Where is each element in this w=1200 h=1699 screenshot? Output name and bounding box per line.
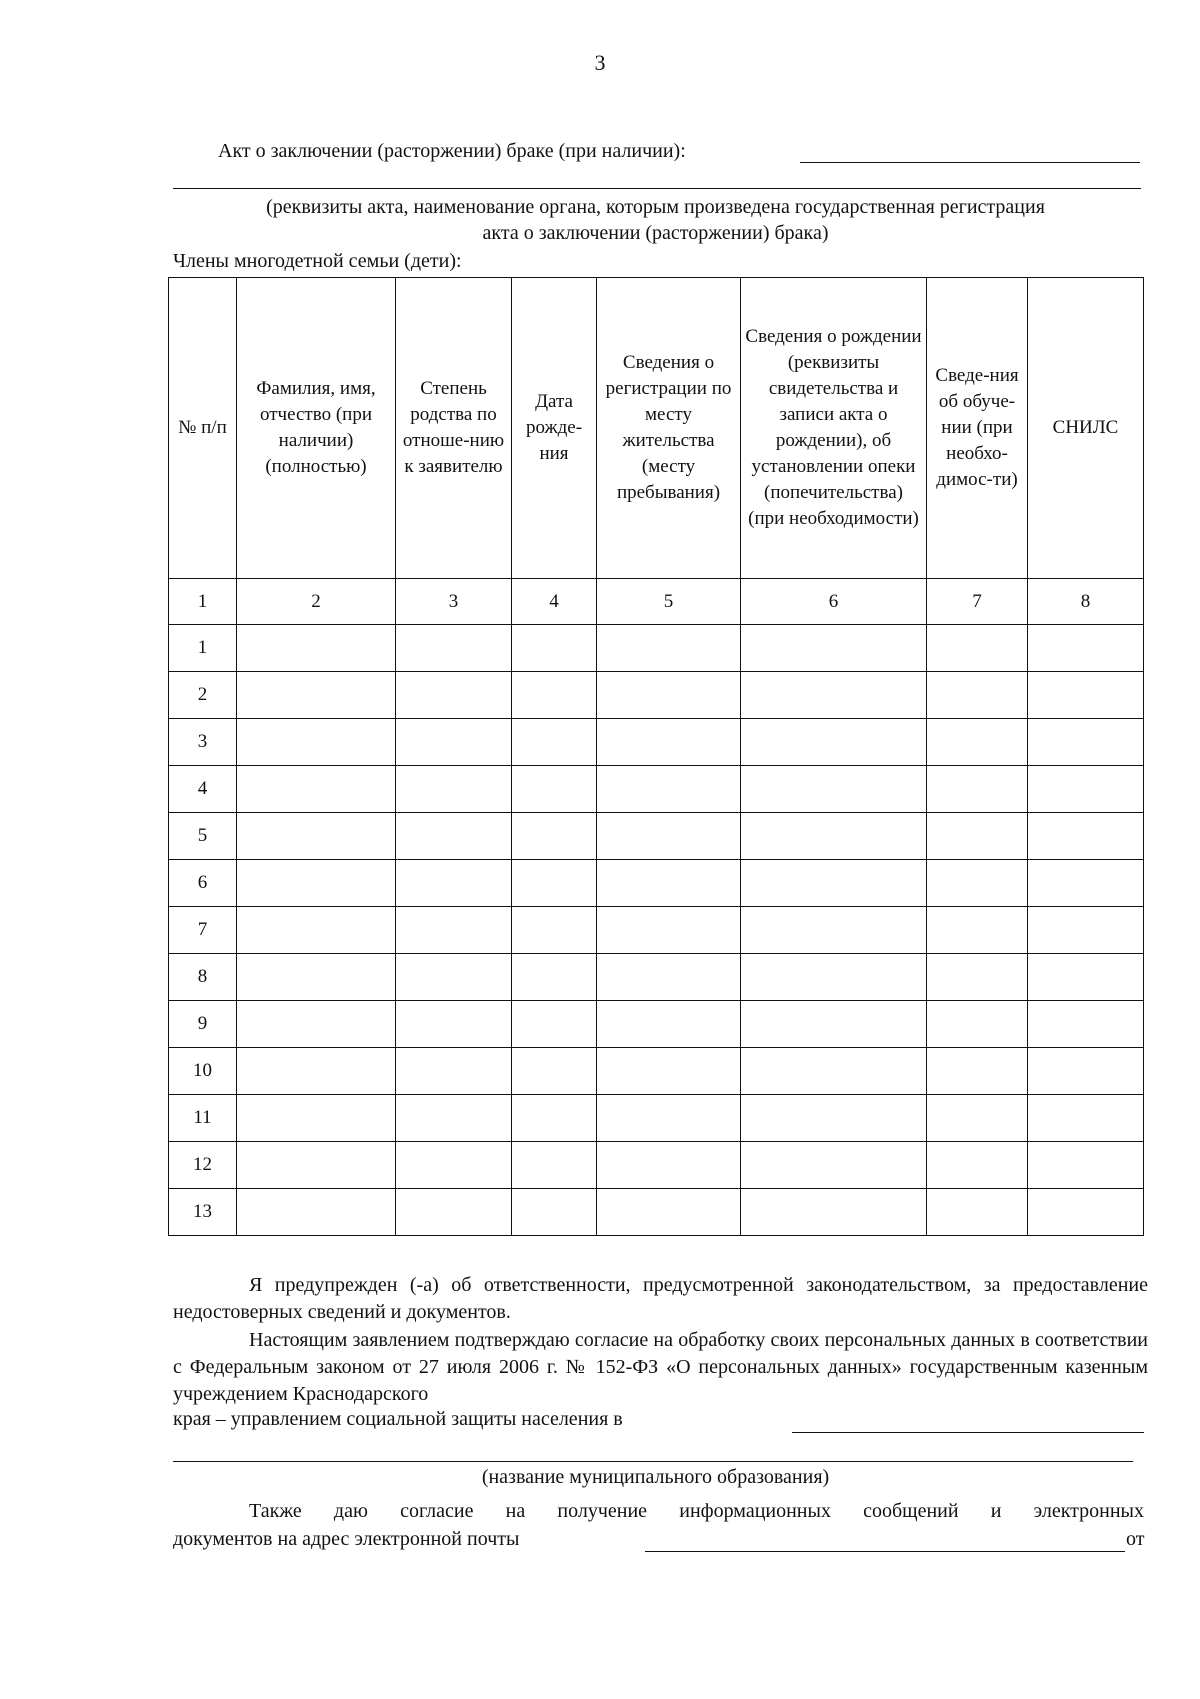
child-cell[interactable] [512, 672, 597, 719]
child-cell[interactable] [512, 1142, 597, 1189]
child-cell[interactable] [741, 954, 927, 1001]
child-cell[interactable] [741, 1095, 927, 1142]
child-cell[interactable] [1028, 813, 1144, 860]
child-cell[interactable] [741, 672, 927, 719]
child-cell[interactable] [927, 1001, 1028, 1048]
marriage-act-hint-line1: (реквизиты акта, наименование органа, которым произведена государственная регистрация [266, 196, 1045, 218]
child-cell[interactable] [1028, 1095, 1144, 1142]
child-cell[interactable] [237, 766, 396, 813]
child-cell[interactable] [237, 719, 396, 766]
row-number: 10 [169, 1048, 237, 1095]
child-cell[interactable] [597, 954, 741, 1001]
child-row [169, 954, 1144, 1001]
consent-line3: «О персональных данных» государственным казенным учреждением Краснодарского [173, 1356, 1149, 1405]
header-birth-info: Сведения о рождении (реквизиты свидетельства и записи акта о рождении), об установлении опеки (попечительства) (при необходимости) [741, 278, 927, 579]
municipality-hint: (название муниципального образования) [481, 1466, 830, 1488]
child-row [169, 1001, 1144, 1048]
child-cell[interactable] [512, 860, 597, 907]
child-row [169, 860, 1144, 907]
responsibility-warning [173, 1272, 1148, 1326]
child-cell[interactable] [597, 672, 741, 719]
child-cell[interactable] [741, 1142, 927, 1189]
child-cell[interactable] [512, 1189, 597, 1236]
child-cell[interactable] [396, 1189, 512, 1236]
child-cell[interactable] [741, 625, 927, 672]
child-cell[interactable] [597, 860, 741, 907]
child-cell[interactable] [597, 766, 741, 813]
municipality-field-line2[interactable] [173, 1461, 1133, 1462]
child-cell[interactable] [1028, 954, 1144, 1001]
child-cell[interactable] [1028, 719, 1144, 766]
child-cell[interactable] [741, 719, 927, 766]
child-cell[interactable] [927, 813, 1028, 860]
child-cell[interactable] [1028, 1001, 1144, 1048]
child-cell[interactable] [396, 954, 512, 1001]
child-cell[interactable] [396, 1095, 512, 1142]
child-row [169, 672, 1144, 719]
child-cell[interactable] [396, 813, 512, 860]
column-number: 8 [1028, 579, 1144, 625]
child-row [169, 1048, 1144, 1095]
row-number: 4 [169, 766, 237, 813]
child-cell[interactable] [741, 766, 927, 813]
child-cell[interactable] [597, 1189, 741, 1236]
child-cell[interactable] [741, 1001, 927, 1048]
child-cell[interactable] [741, 907, 927, 954]
child-cell[interactable] [512, 954, 597, 1001]
child-cell[interactable] [597, 625, 741, 672]
child-cell[interactable] [512, 1095, 597, 1142]
row-number: 5 [169, 813, 237, 860]
child-cell[interactable] [927, 907, 1028, 954]
child-cell[interactable] [597, 1142, 741, 1189]
row-number: 3 [169, 719, 237, 766]
child-row [169, 1142, 1144, 1189]
row-number: 2 [169, 672, 237, 719]
child-cell[interactable] [597, 1095, 741, 1142]
child-cell[interactable] [597, 1001, 741, 1048]
municipality-field[interactable] [792, 1432, 1144, 1433]
table-header-row [169, 278, 1144, 579]
header-full-name: Фамилия, имя, отчество (при наличии) (полностью) [237, 278, 396, 579]
row-number: 8 [169, 954, 237, 1001]
child-cell[interactable] [1028, 766, 1144, 813]
child-cell[interactable] [237, 1189, 396, 1236]
header-snils: СНИЛС [1028, 278, 1144, 579]
marriage-act-label: Акт о заключении (расторжении) браке (при наличии): [218, 140, 686, 162]
child-cell[interactable] [512, 1048, 597, 1095]
child-cell[interactable] [237, 1001, 396, 1048]
consent-line4: края – управлением социальной защиты населения в [173, 1408, 623, 1430]
child-cell[interactable] [396, 625, 512, 672]
consent-line2: данных в соответствии с Федеральным законом от 27 июля 2006 г. № 152-ФЗ [173, 1329, 1149, 1378]
child-cell[interactable] [927, 672, 1028, 719]
child-cell[interactable] [597, 1048, 741, 1095]
child-cell[interactable] [396, 672, 512, 719]
children-title: Члены многодетной семьи (дети): [173, 250, 462, 272]
child-cell[interactable] [512, 625, 597, 672]
column-number: 7 [927, 579, 1028, 625]
column-number: 1 [169, 579, 237, 625]
row-number: 7 [169, 907, 237, 954]
child-cell[interactable] [1028, 672, 1144, 719]
warning-line2: предоставление недостоверных сведений и документов. [173, 1274, 1149, 1323]
child-cell[interactable] [927, 1048, 1028, 1095]
row-number: 9 [169, 1001, 237, 1048]
child-cell[interactable] [927, 719, 1028, 766]
child-cell[interactable] [237, 625, 396, 672]
child-row [169, 1189, 1144, 1236]
child-cell[interactable] [512, 813, 597, 860]
email-consent-tail: от [1126, 1528, 1145, 1550]
child-cell[interactable] [396, 766, 512, 813]
child-cell[interactable] [396, 1048, 512, 1095]
child-cell[interactable] [396, 860, 512, 907]
personal-data-consent [173, 1327, 1148, 1408]
child-cell[interactable] [396, 907, 512, 954]
header-birth-date: Дата рожде-ния [512, 278, 597, 579]
child-cell[interactable] [1028, 1048, 1144, 1095]
child-cell[interactable] [237, 1142, 396, 1189]
child-cell[interactable] [512, 719, 597, 766]
row-number: 11 [169, 1095, 237, 1142]
marriage-act-field-line2[interactable] [173, 188, 1141, 189]
email-field[interactable] [645, 1551, 1125, 1552]
child-row [169, 766, 1144, 813]
column-number-row [169, 579, 1144, 625]
row-number: 1 [169, 625, 237, 672]
child-cell[interactable] [741, 860, 927, 907]
child-cell[interactable] [512, 907, 597, 954]
page-number: 3 [594, 50, 606, 75]
child-row [169, 907, 1144, 954]
marriage-act-field[interactable] [800, 162, 1140, 163]
warning-line1: Я предупрежден (-а) об ответственности, предусмотренной законодательством, за [249, 1274, 1001, 1296]
child-cell[interactable] [237, 907, 396, 954]
row-number: 13 [169, 1189, 237, 1236]
child-cell[interactable] [927, 860, 1028, 907]
child-cell[interactable] [741, 813, 927, 860]
column-number: 5 [597, 579, 741, 625]
column-number: 4 [512, 579, 597, 625]
child-cell[interactable] [512, 766, 597, 813]
header-registration: Сведения о регистрации по месту жительства (месту пребывания) [597, 278, 741, 579]
child-cell[interactable] [741, 1048, 927, 1095]
header-relationship: Степень родства по отноше-нию к заявителю [396, 278, 512, 579]
header-education: Сведе-ния об обуче-нии (при необхо-димос-ти) [927, 278, 1028, 579]
column-number: 3 [396, 579, 512, 625]
child-cell[interactable] [237, 1048, 396, 1095]
child-cell[interactable] [237, 860, 396, 907]
header-number: № п/п [169, 278, 237, 579]
child-cell[interactable] [927, 625, 1028, 672]
marriage-act-hint-line2: акта о заключении (расторжении) брака) [482, 222, 829, 244]
child-cell[interactable] [237, 1095, 396, 1142]
column-number: 2 [237, 579, 396, 625]
child-cell[interactable] [1028, 860, 1144, 907]
child-cell[interactable] [597, 719, 741, 766]
child-row [169, 1095, 1144, 1142]
child-cell[interactable] [1028, 1142, 1144, 1189]
child-cell[interactable] [597, 907, 741, 954]
column-number: 6 [741, 579, 927, 625]
child-cell[interactable] [741, 1189, 927, 1236]
child-cell[interactable] [396, 1001, 512, 1048]
child-cell[interactable] [927, 954, 1028, 1001]
child-row [169, 719, 1144, 766]
child-cell[interactable] [927, 766, 1028, 813]
child-cell[interactable] [1028, 625, 1144, 672]
child-cell[interactable] [512, 1001, 597, 1048]
child-row [169, 813, 1144, 860]
child-cell[interactable] [237, 672, 396, 719]
child-cell[interactable] [1028, 907, 1144, 954]
row-number: 12 [169, 1142, 237, 1189]
consent-line1: Настоящим заявлением подтверждаю согласие на обработку своих персональных [249, 1329, 947, 1351]
row-number: 6 [169, 860, 237, 907]
child-cell[interactable] [237, 813, 396, 860]
child-cell[interactable] [396, 719, 512, 766]
child-cell[interactable] [1028, 1189, 1144, 1236]
email-consent-line2: документов на адрес электронной почты [173, 1528, 520, 1550]
children-table [168, 277, 1144, 1236]
child-cell[interactable] [927, 1189, 1028, 1236]
email-consent-line1: Также даю согласие на получение информационных сообщений и электронных [249, 1500, 1144, 1522]
child-cell[interactable] [597, 813, 741, 860]
child-cell[interactable] [927, 1142, 1028, 1189]
child-row [169, 625, 1144, 672]
child-cell[interactable] [927, 1095, 1028, 1142]
child-cell[interactable] [237, 954, 396, 1001]
child-cell[interactable] [396, 1142, 512, 1189]
